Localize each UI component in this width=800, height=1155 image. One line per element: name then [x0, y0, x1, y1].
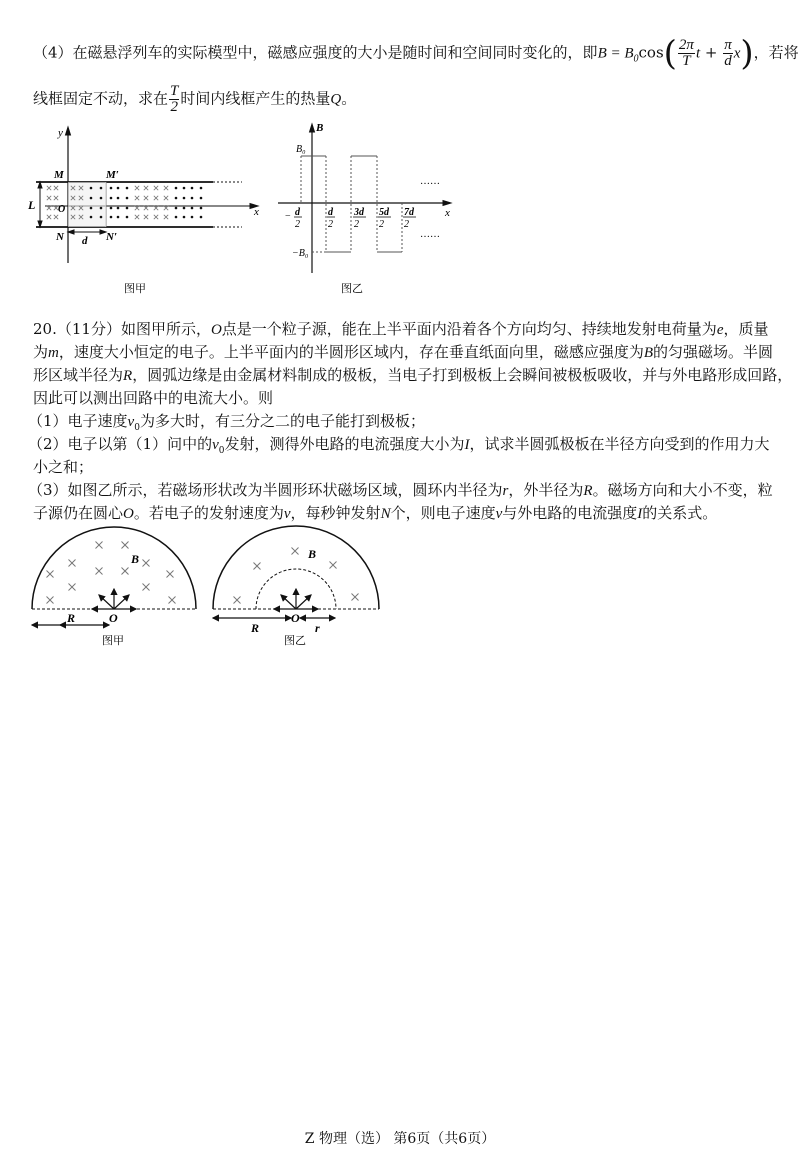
q19-part4-line1: （4）在磁悬浮列车的实际模型中，磁感应强度的大小是随时间和空间同时变化的，即$B = B_0\cos$( $\frac{2\pi}{T}$ t + $\frac{\pi}{d}$ x)，若将 [33, 33, 799, 74]
label-L: L [28, 198, 36, 212]
text: 线框固定不动，求在 [33, 89, 169, 108]
frac-T-2: $\frac{T}{2}$ [170, 83, 179, 115]
ellipsis-bottom: …… [420, 229, 440, 240]
ellipsis-top: …… [420, 176, 440, 187]
tick-label-num: 3d [354, 207, 364, 218]
q20-line4: 因此可以测出回路中的电流大小。则 [33, 389, 274, 407]
formula-sub: 0 [633, 53, 639, 65]
frac-pi-d: $\frac{\pi}{d}$ [724, 37, 732, 69]
label-B: B [308, 547, 317, 561]
text: （4）在磁悬浮列车的实际模型中，磁感应强度的大小是随时间和空间同时变化的，即 [33, 43, 598, 62]
tick-label-den: 2 [328, 219, 333, 230]
q20-part2-cont: 小之和； [33, 458, 94, 476]
q20-part3: （3）如图乙所示，若磁场形状改为半圆形环状磁场区域，圆环内半径为r，外半径为R。磁场方向和大小不变，粒 [28, 481, 773, 499]
figure-yi-bottom [213, 526, 379, 618]
text: ，若将 [753, 43, 799, 62]
tick-label-den: 2 [295, 219, 300, 230]
formula-cos: cos [638, 43, 664, 62]
text: 。 [341, 89, 357, 108]
page-footer: Z 物理（选） 第6页（共6页） [304, 1131, 496, 1147]
q20-line1: 20.（11分）如图甲所示，O点是一个粒子源，能在上半平面内沿着各个方向均匀、持续地发射电荷量为e，质量 [33, 320, 769, 338]
frac-2pi-T: $\frac{2\pi}{T}$ [678, 37, 694, 69]
tick-label-num: d [328, 207, 333, 218]
q20-line2: 为m，速度大小恒定的电子。上半平面内的半圆形区域内，存在垂直纸面向里，磁感应强度为B的匀强磁场。半圆 [33, 343, 774, 361]
label-B: B [131, 552, 140, 566]
label-y: y [58, 127, 63, 139]
label-R: R [251, 621, 260, 635]
label-x: x [254, 206, 259, 218]
label-B: B [316, 122, 324, 134]
tick-label-den: 2 [379, 219, 384, 230]
text: 时间内线框产生的热量 [180, 89, 331, 108]
label-O: O [109, 611, 118, 625]
q20-part2: （2）电子以第（1）问中的$v_0$发射，测得外电路的电流强度大小为I，试求半圆弧极板在半径方向受到的作用力大 [28, 435, 770, 456]
label-x: x [445, 207, 450, 219]
q20-part1: （1）电子速度$v_0$为多大时，有三分之二的电子能打到极板； [28, 412, 425, 433]
caption-yi-top: 图乙 [341, 282, 363, 295]
caption-jia-top: 图甲 [124, 282, 146, 295]
label-neg-B0: −B₀ [292, 248, 309, 259]
tick-label-den: 2 [404, 219, 409, 230]
label-R: R [67, 611, 76, 625]
label-d: d [82, 235, 88, 247]
tick-label-num: 5d [379, 207, 389, 218]
var-t: t [695, 45, 701, 62]
label-O: O [291, 611, 300, 625]
plus: + [700, 43, 723, 62]
caption-yi-bottom: 图乙 [284, 634, 306, 647]
var-x: x [733, 45, 741, 62]
tick-label-num: 7d [404, 207, 414, 218]
tick-sign: − [285, 211, 291, 222]
label-N-prime: N′ [106, 231, 118, 243]
var-Q: Q [330, 91, 342, 108]
caption-jia-bottom: 图甲 [102, 634, 124, 647]
label-M: M [54, 169, 64, 181]
label-r: r [315, 621, 320, 635]
label-O: O [58, 204, 66, 215]
tick-label-den: 2 [354, 219, 359, 230]
tick-label-num: d [295, 207, 300, 218]
label-B0: B₀ [296, 144, 306, 155]
q20-part3-cont: 子源仍在圆心O。若电子的发射速度为v，每秒钟发射N个，则电子速度v与外电路的电流强度I的关系式。 [33, 504, 718, 522]
label-M-prime: M′ [106, 169, 119, 181]
label-N: N [56, 231, 64, 243]
formula-lhs: B = B [597, 45, 634, 62]
q20-line3: 形区域半径为R，圆弧边缘是由金属材料制成的极板，当电子打到极板上会瞬间被极板吸收，并与外电路形成回路， [33, 366, 793, 384]
